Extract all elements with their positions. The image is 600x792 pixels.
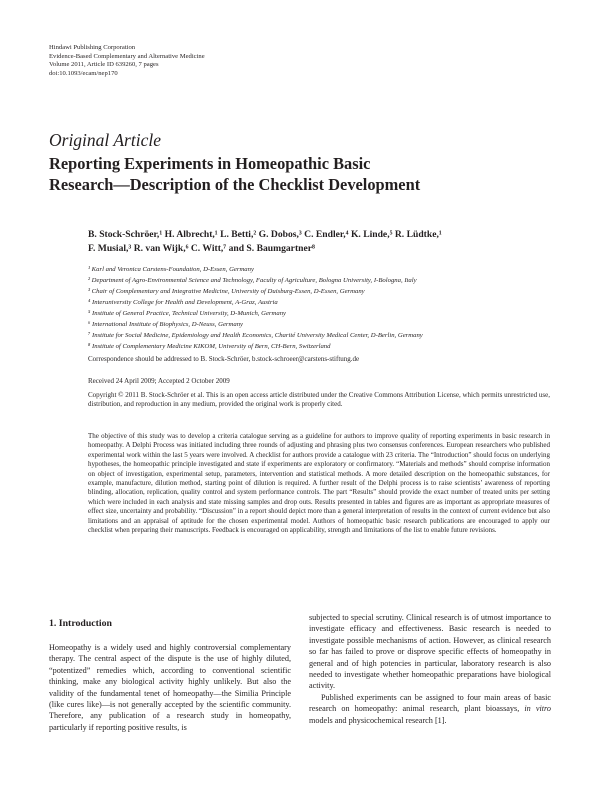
doi[interactable]: doi:10.1093/ecam/nep170: [49, 69, 118, 77]
publisher-name: Hindawi Publishing Corporation: [49, 44, 136, 51]
body-column-left: [49, 642, 291, 733]
affiliation-item: ⁵ Institute of General Practice, Technical University, D-Munich, Germany: [88, 310, 287, 317]
correspondence-note: Correspondence should be addressed to B. Stock-Schröer, b.stock-schroeer@carstens-stiftung.de: [88, 355, 360, 363]
authors-line: F. Musial,³ R. van Wijk,⁶ C. Witt,⁷ and S. Baumgartner⁸: [88, 243, 315, 254]
affiliation-item: ¹ Karl and Veronica Carstens-Foundation, D-Essen, Germany: [88, 266, 254, 273]
paragraph-text: Published experiments can be assigned to four main areas of basic research on homeopathy: animal research, plant bioassays,: [309, 692, 551, 714]
paragraph-text: models and physicochemical research [1].: [309, 715, 447, 725]
affiliation-item: ⁶ International Institute of Biophysics, D-Neuss, Germany: [88, 321, 244, 328]
body-paragraph: [309, 692, 551, 726]
affiliation-item: ⁸ Institute of Complementary Medicine KIKOM, University of Bern, CH-Bern, Switzerland: [88, 343, 331, 350]
italic-term: in vitro: [524, 704, 551, 714]
copyright-notice: Copyright © 2011 B. Stock-Schröer et al. This is an open access article distributed under the Creative Commons Attribution License, which permits unrestricted use, distribution, and reproduction in any medium, provided the original work is properly cited.: [88, 391, 550, 409]
received-dates: Received 24 April 2009; Accepted 2 October 2009: [88, 377, 230, 385]
section-heading-introduction: 1. Introduction: [49, 618, 112, 629]
authors-line: B. Stock-Schröer,¹ H. Albrecht,¹ L. Betti,² G. Dobos,³ C. Endler,⁴ K. Linde,⁵ R. Lüdtke,¹: [88, 229, 442, 240]
abstract: The objective of this study was to develop a criteria catalogue serving as a guideline for authors to improve quality of reporting experiments in basic research in homeopathy. A Delphi Process was initiated including three rounds of adjusting and phrasing plus two consensus conferences. European researchers who published experimental work within the last 5 years were involved. A checklist for authors provide a catalogue with 23 criteria. The “Introduction” should focus on underlying hypotheses, the homeopathic principle investigated and state if experiments are exploratory or confirmatory. “Materials and methods” should comprise information on object of investigation, experimental setup, parameters, intervention and statistical methods. A more detailed description on the homeopathic substances, for example, manufacture, dilution method, starting point of dilution is required. A further result of the Delphi process is to raise scientists’ awareness of reporting blinding, allocation, replication, quality control and system performance controls. The part “Results” should provide the exact number of treated units per setting which were included in each analysis and state missing samples and drop outs. Results presented in tables and figures are as important as appropriate measures of effect size, uncertainty and probability. “Discussion” in a report should depict more than a general interpretation of results in the context of current evidence but also limitations and an appraisal of aptitude for the chosen experimental model. Authors of homeopathic basic research publications are encouraged to apply our checklist when preparing their manuscripts. Feedback is encouraged on applicability, strength and limitations of the list to enable future revisions.: [88, 432, 550, 535]
body-paragraph: Homeopathy is a widely used and highly controversial complementary therapy. The central aspect of the dispute is the use of highly diluted, “potentized” remedies which, according to conventional scientific thinking, make any biological activity highly unlikely. But also the validity of the fundamental tenet of homeopathy—the Similia Principle (like cures like)—is not generally accepted by the scientific community. Therefore, any publication of a research study in homeopathy, particularly if reporting positive results, is: [49, 643, 291, 732]
article-type: Original Article: [49, 130, 161, 150]
volume-info: Volume 2011, Article ID 639260, 7 pages: [49, 61, 159, 69]
title-line: Reporting Experiments in Homeopathic Basic: [49, 154, 371, 173]
author-list: [88, 228, 558, 256]
affiliation-item: ⁴ Interuniversity College for Health and Development, A-Graz, Austria: [88, 299, 278, 306]
title-line: Research—Description of the Checklist Development: [49, 175, 421, 194]
affiliation-item: ² Department of Agro-Environmental Science and Technology, Faculty of Agriculture, Bologna University, I-Bologna, Italy: [88, 277, 417, 284]
affiliation-item: ⁷ Institute for Social Medicine, Epidemiology and Health Economics, Charité University Medical Center, D-Berlin, Germany: [88, 332, 423, 339]
body-column-right: [309, 612, 551, 726]
body-paragraph: subjected to special scrutiny. Clinical research is of utmost importance to investigate efficacy and effectiveness. Basic research is needed to investigate possible mechanisms of action. However, as clinical research so far has failed to prove or disprove specific effects of homeopathy in general and of high potencies in particular, laboratory research is also needed to investigate whether homeopathic preparations have biological activity.: [309, 613, 551, 691]
affiliation-item: ³ Chair of Complementary and Integrative Medicine, University of Duisburg-Essen, D-Essen, Germany: [88, 288, 365, 295]
article-title: [49, 153, 569, 195]
journal-name: Evidence-Based Complementary and Alternative Medicine: [49, 52, 205, 60]
journal-header: [49, 44, 205, 78]
affiliation-list: [88, 264, 423, 352]
